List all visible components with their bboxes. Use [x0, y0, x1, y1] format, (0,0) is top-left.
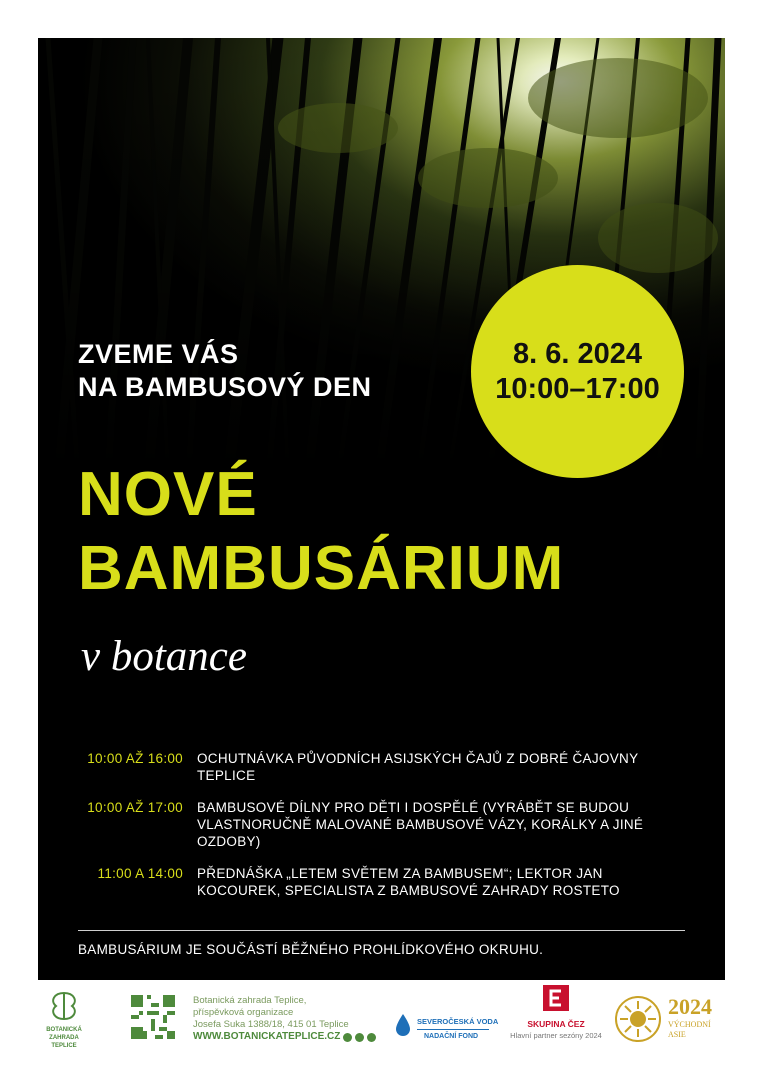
- leaf-icon: [44, 991, 84, 1021]
- water-drop-icon: [394, 1013, 412, 1037]
- partner1-name: SEVEROČESKÁ VODA: [417, 1017, 499, 1026]
- website-link[interactable]: WWW.BOTANICKATEPLICE.CZ: [193, 1031, 341, 1042]
- garden-logo: [36, 991, 92, 1050]
- footer: [0, 985, 763, 1080]
- address-block: [193, 995, 376, 1043]
- event-time: 10:00–17:00: [495, 372, 660, 405]
- partner1-divider: [417, 1029, 489, 1030]
- garden-logo-line-2: TEPLICE: [51, 1043, 77, 1049]
- partner-cez: [506, 985, 606, 1040]
- program-item: [38, 750, 725, 784]
- cez-logo-icon: [543, 985, 569, 1011]
- partner2-name: SKUPINA ČEZ: [527, 1019, 585, 1029]
- partner2-sub: Hlavní partner sezóny 2024: [510, 1031, 602, 1040]
- address-line-3: Josefa Suka 1388/18, 415 01 Teplice: [193, 1019, 349, 1030]
- program-time: 11:00 A 14:00: [97, 866, 183, 881]
- garden-logo-line-1: BOTANICKÁ ZAHRADA: [46, 1027, 82, 1041]
- partner1-sub: NADAČNÍ FOND: [424, 1033, 479, 1040]
- program-time: 10:00 AŽ 17:00: [87, 800, 183, 815]
- invitation-heading: [78, 338, 372, 404]
- facebook-icon[interactable]: [343, 1033, 352, 1042]
- program-item: [38, 865, 725, 899]
- program-item: [38, 799, 725, 850]
- year-of-east-asia-logo: [614, 995, 734, 1045]
- asia-year: 2024: [668, 994, 712, 1019]
- program-time: 10:00 AŽ 16:00: [87, 751, 183, 766]
- main-title: [78, 458, 564, 606]
- x-icon[interactable]: [367, 1033, 376, 1042]
- address-line-2: příspěvková organizace: [193, 1007, 294, 1018]
- title-line-2: BAMBUSÁRIUM: [78, 534, 565, 603]
- program-text: OCHUTNÁVKA PŮVODNÍCH ASIJSKÝCH ČAJŮ Z DOBRÉ ČAJOVNY TEPLICE: [197, 751, 639, 783]
- poster: [38, 38, 725, 980]
- date-badge: [471, 265, 684, 478]
- invite-line-1: ZVEME VÁS: [78, 339, 239, 369]
- program-text: PŘEDNÁŠKA „LETEM SVĚTEM ZA BAMBUSEM“; LEKTOR JAN KOCOUREK, SPECIALISTA Z BAMBUSOVÉ ZAHRADY ROSTETO: [197, 866, 620, 898]
- address-line-1: Botanická zahrada Teplice,: [193, 995, 307, 1006]
- program-list: [38, 750, 725, 914]
- subtitle: v botance: [81, 633, 247, 680]
- instagram-icon[interactable]: [355, 1033, 364, 1042]
- asia-word-2: ASIE: [668, 1030, 686, 1039]
- sun-emblem-icon: [614, 995, 662, 1043]
- invite-line-2: NA BAMBUSOVÝ DEN: [78, 372, 372, 402]
- qr-code[interactable]: [131, 995, 175, 1039]
- footnote: BAMBUSÁRIUM JE SOUČÁSTÍ BĚŽNÉHO PROHLÍDKOVÉHO OKRUHU.: [78, 942, 544, 957]
- event-date: 8. 6. 2024: [513, 337, 642, 370]
- program-text: BAMBUSOVÉ DÍLNY PRO DĚTI I DOSPĚLÉ (VYRÁBĚT SE BUDOU VLASTNORUČNĚ MALOVANÉ BAMBUSOVÉ VÁZY, KORÁLKY A JINÉ OZDOBY): [197, 800, 644, 849]
- title-line-1: NOVÉ: [78, 460, 258, 529]
- divider: [78, 930, 685, 931]
- asia-word-1: VÝCHODNÍ: [668, 1020, 711, 1029]
